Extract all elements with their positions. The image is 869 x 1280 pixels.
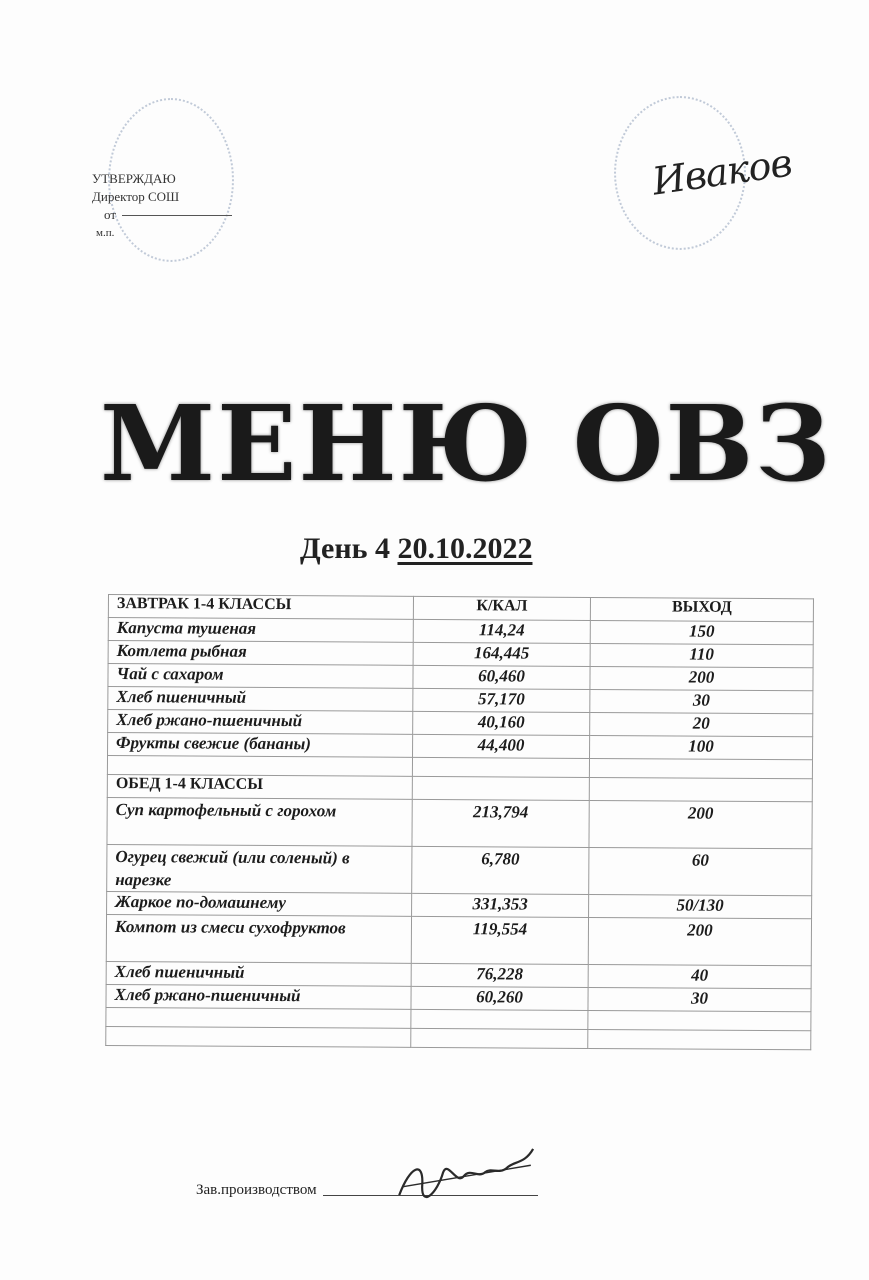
dish-portion: 200 [589, 800, 812, 848]
dish-name: Огурец свежий (или соленый) в нарезке [107, 844, 412, 893]
production-manager-label: Зав.производством [196, 1182, 317, 1198]
empty-cell [588, 1010, 811, 1030]
dish-kcal: 57,170 [413, 688, 590, 712]
approval-date: от [104, 206, 232, 224]
dish-kcal: 331,353 [412, 893, 589, 917]
day-date: 20.10.2022 [397, 532, 533, 565]
dish-name: Компот из смеси сухофруктов [106, 914, 411, 963]
day-label: День 4 [300, 532, 390, 565]
dish-name: Суп картофельный с горохом [107, 797, 412, 846]
page-title: МЕНЮ ОВЗ [100, 382, 833, 505]
dish-portion: 100 [590, 735, 813, 759]
dish-portion: 110 [590, 643, 813, 667]
approval-block [92, 170, 232, 242]
dish-kcal: 40,160 [413, 711, 590, 735]
menu-table [105, 594, 814, 1050]
dish-portion: 30 [590, 689, 813, 713]
empty-cell [411, 1028, 588, 1048]
dish-kcal: 114,24 [413, 619, 590, 643]
dish-kcal: 44,400 [413, 734, 590, 758]
dish-name: Чай с сахаром [108, 664, 413, 689]
dish-portion: 30 [588, 987, 811, 1011]
dish-name: Хлеб ржано-пшеничный [106, 984, 411, 1009]
lunch-header: ОБЕД 1-4 КЛАССЫ [107, 774, 412, 799]
dish-portion: 150 [590, 620, 813, 644]
approval-position: Директор СОШ [92, 189, 180, 204]
empty-cell [589, 758, 812, 778]
approval-seal-mark: м.п. [96, 227, 115, 239]
dish-kcal: 213,794 [412, 799, 589, 847]
dish-name: Хлеб пшеничный [106, 961, 411, 986]
dish-name: Хлеб пшеничный [108, 687, 413, 712]
empty-cell [412, 776, 589, 800]
table-row [106, 914, 811, 965]
dish-name: Капуста тушеная [108, 618, 413, 643]
dish-name: Жаркое по-домашнему [107, 891, 412, 916]
dish-portion: 200 [588, 917, 811, 965]
dish-name: Хлеб ржано-пшеничный [108, 710, 413, 735]
approval-title: УТВЕРЖДАЮ [92, 171, 176, 186]
manager-signature [389, 1142, 544, 1217]
empty-cell [412, 757, 589, 777]
dish-kcal: 164,445 [413, 642, 590, 666]
table-row [107, 844, 812, 895]
breakfast-header: ЗАВТРАК 1-4 КЛАССЫ [108, 595, 413, 620]
dish-kcal: 60,460 [413, 665, 590, 689]
dish-portion: 20 [590, 712, 813, 736]
dish-kcal: 60,260 [411, 986, 588, 1010]
dish-kcal: 6,780 [412, 846, 589, 894]
dish-name: Фрукты свежие (бананы) [108, 733, 413, 758]
kcal-header: К/КАЛ [413, 596, 590, 620]
empty-cell [588, 1029, 811, 1049]
empty-cell [106, 1026, 411, 1047]
dish-name: Котлета рыбная [108, 641, 413, 666]
portion-header: ВЫХОД [590, 597, 813, 621]
dish-portion: 200 [590, 666, 813, 690]
manager-signature-icon [389, 1142, 543, 1207]
empty-row [106, 1026, 811, 1049]
dish-portion: 60 [589, 847, 812, 895]
day-heading [300, 532, 532, 566]
empty-cell [589, 777, 812, 801]
empty-cell [106, 1007, 411, 1028]
director-signature: Иваков [649, 140, 794, 204]
empty-cell [107, 756, 412, 777]
empty-cell [411, 1009, 588, 1029]
dish-kcal: 119,554 [411, 916, 588, 964]
dish-portion: 50/130 [589, 894, 812, 918]
dish-kcal: 76,228 [411, 963, 588, 987]
table-row [107, 797, 812, 848]
dish-portion: 40 [588, 964, 811, 988]
